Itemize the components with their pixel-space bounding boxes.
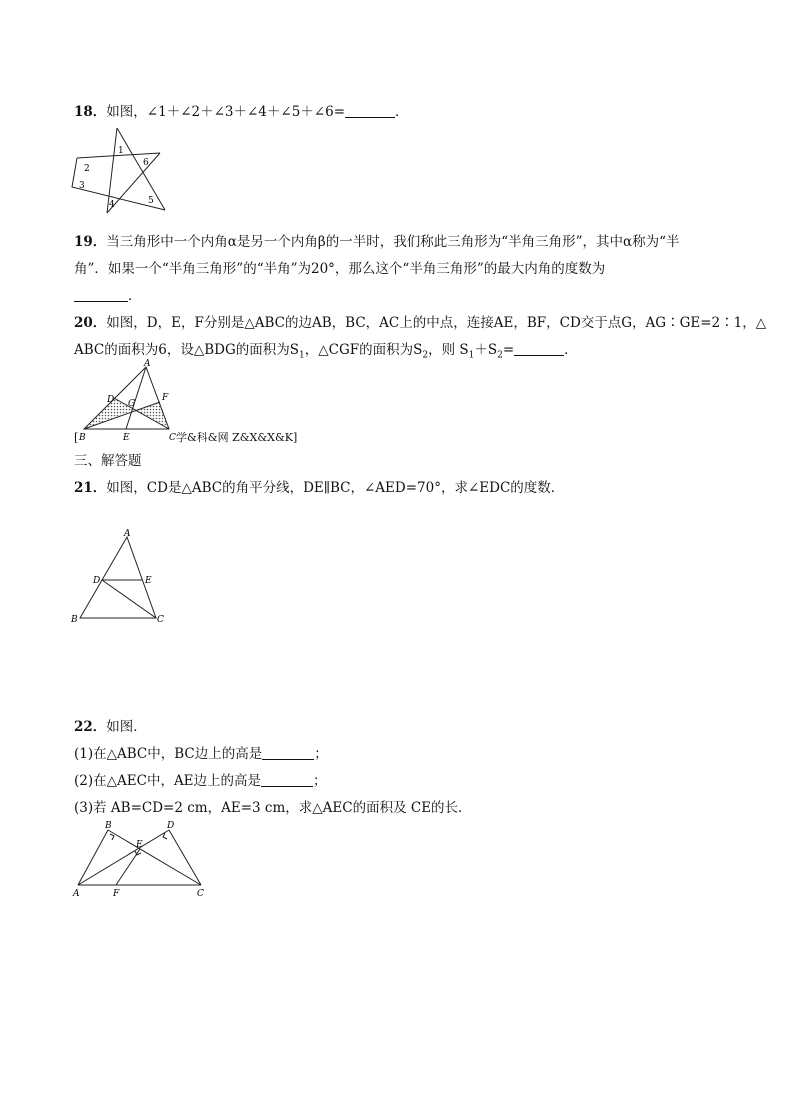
q20-bracket: [ bbox=[74, 431, 79, 444]
q20-label-g: G bbox=[128, 399, 136, 409]
q21-label-e: E bbox=[145, 576, 152, 586]
section-3-heading: 三、解答题 bbox=[74, 453, 142, 469]
q21-label-c: C bbox=[157, 615, 164, 625]
q22-part2: (2)在△AEC中，AE边上的高是 ； bbox=[74, 773, 327, 789]
q22-part1: (1)在△ABC中，BC边上的高是 ； bbox=[74, 746, 328, 762]
q18-angle-6: 6 bbox=[143, 158, 149, 168]
q18-angle-1: 1 bbox=[118, 146, 124, 156]
q21-number: 21． bbox=[74, 480, 107, 496]
q19-answer-blank[interactable] bbox=[74, 288, 128, 302]
q22-label-e: E bbox=[136, 840, 143, 850]
q18-figure bbox=[70, 125, 170, 215]
q22-figure bbox=[70, 822, 210, 902]
q20-label-b: B bbox=[79, 433, 86, 443]
q22-label-c: C bbox=[197, 889, 204, 899]
q20-label-a: A bbox=[144, 359, 151, 369]
q18-answer-blank[interactable] bbox=[345, 104, 395, 118]
q22-part3: (3)若 AB=CD=2 cm，AE=3 cm，求△AEC的面积及 CE的长． bbox=[74, 800, 472, 816]
q20-label-d: D bbox=[107, 395, 115, 405]
q22-part2-blank[interactable] bbox=[261, 773, 313, 787]
q20-label-f: F bbox=[162, 393, 169, 403]
q18-text: 18．如图，∠1＋∠2＋∠3＋∠4＋∠5＋∠6= ． bbox=[74, 104, 409, 120]
q21-text: 21．如图，CD是△ABC的角平分线，DE∥BC，∠AED=70°，求∠EDC的度数． bbox=[74, 480, 565, 496]
q20-label-e: E bbox=[123, 433, 130, 443]
q22-segment-ab bbox=[78, 830, 108, 885]
q18-line-2 bbox=[117, 128, 165, 210]
q22-segment-cd bbox=[169, 830, 201, 885]
q21-label-d: D bbox=[93, 576, 101, 586]
q20-label-c: C bbox=[169, 433, 176, 443]
q19-line3: ． bbox=[74, 287, 142, 305]
q22-label-f: F bbox=[113, 889, 120, 899]
q21-figure bbox=[70, 527, 170, 627]
q21-label-a: A bbox=[124, 529, 131, 539]
q19-line2: 角”．如果一个“半角三角形”的“半角”为20°，那么这个“半角三角形”的最大内角的度数为 bbox=[74, 261, 606, 277]
q18-number: 18． bbox=[74, 104, 107, 120]
q21-label-b: B bbox=[71, 615, 78, 625]
q19-line1: 19．当三角形中一个内角α是另一个内角β的一半时，我们称此三角形为“半角三角形”，其中α称为“半 bbox=[74, 234, 680, 250]
q18-angle-5: 5 bbox=[148, 196, 154, 206]
q22-right-angle-d bbox=[163, 833, 167, 839]
q20-watermark: 学&科&网 Z&X&X&K] bbox=[176, 431, 298, 444]
q20-answer-blank[interactable] bbox=[514, 342, 564, 356]
q22-label-b: B bbox=[105, 821, 112, 831]
q22-number: 22． bbox=[74, 719, 107, 735]
q18-angle-2: 2 bbox=[84, 164, 90, 174]
q20-number: 20． bbox=[74, 315, 107, 331]
q20-line1: 20．如图，D，E，F分别是△ABC的边AB，BC，AC上的中点，连接AE，BF，CD交于点G，AG∶GE=2∶1，△ bbox=[74, 315, 767, 331]
q22-intro: 22．如图． bbox=[74, 719, 147, 735]
q18-angle-3: 3 bbox=[79, 181, 85, 191]
q18-stem: 如图，∠1＋∠2＋∠3＋∠4＋∠5＋∠6= bbox=[106, 104, 346, 120]
q22-label-a: A bbox=[73, 889, 80, 899]
q18-angle-4: 4 bbox=[109, 200, 115, 210]
q22-label-d: D bbox=[167, 821, 175, 831]
q22-right-angle-b bbox=[110, 834, 114, 840]
q20-line2: ABC的面积为6，设△BDG的面积为$S_1$，△CGF的面积为$S_2$，则 $S_1+S_2=$ ． bbox=[74, 342, 578, 361]
q20-figure bbox=[74, 360, 184, 446]
q19-number: 19． bbox=[74, 234, 107, 250]
q22-part1-blank[interactable] bbox=[262, 746, 314, 760]
